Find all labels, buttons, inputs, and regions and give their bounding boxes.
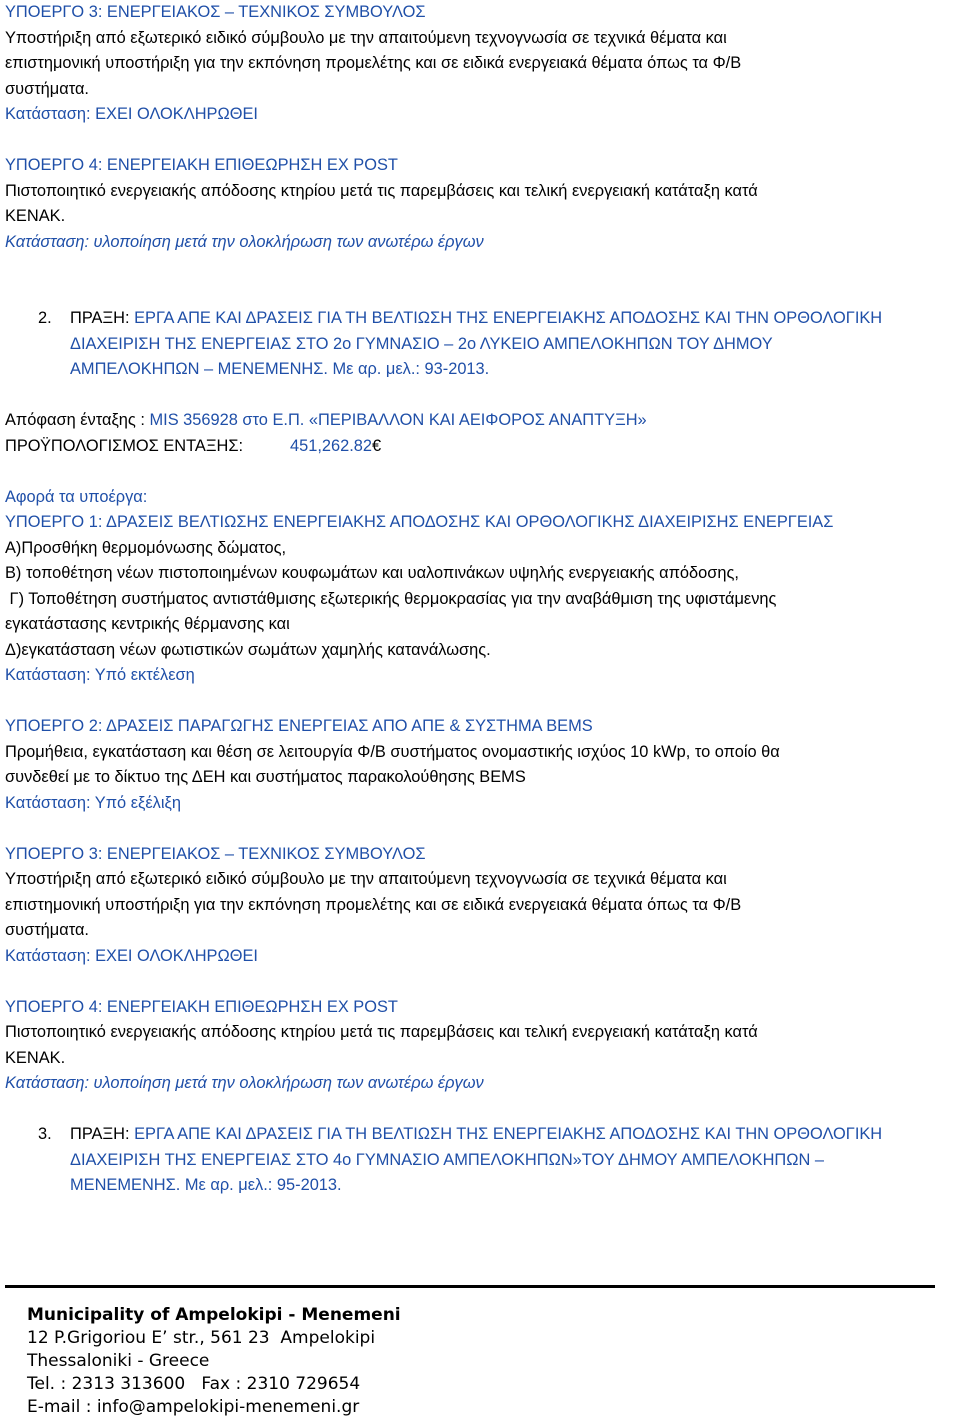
footer-city: Thessaloniki - Greece xyxy=(27,1351,210,1371)
subproject-status: Κατάσταση: ΕΧΕΙ ΟΛΟΚΛΗΡΩΘΕΙ xyxy=(5,946,258,965)
action-3-heading xyxy=(5,1122,945,1199)
subproject-block xyxy=(5,0,945,128)
action-number: 3. xyxy=(38,1125,52,1143)
action-title-line: ΔΙΑΧΕΙΡΙΣΗ ΤΗΣ ΕΝΕΡΓΕΙΑΣ ΣΤΟ 4ο ΓΥΜΝΑΣΙΟ ΑΜΠΕΛΟΚΗΠΩΝ»ΤΟΥ ΔΗΜΟΥ ΑΜΠΕΛΟΚΗΠΩΝ – xyxy=(70,1150,825,1169)
subproject-block xyxy=(5,714,945,816)
subproject-desc-line: Δ)εγκατάσταση νέων φωτιστικών σωμάτων χαμηλής κατανάλωσης. xyxy=(5,640,491,659)
subproject-block xyxy=(5,153,945,255)
currency-symbol: € xyxy=(372,436,382,455)
subproject-desc-line: συστήματα. xyxy=(5,921,89,939)
action-title-line: ΑΜΠΕΛΟΚΗΠΩΝ – ΜΕΝΕΜΕΝΗΣ. Με αρ. μελ.: 93-2013. xyxy=(70,360,490,378)
footer xyxy=(27,1304,401,1419)
subproject-title: ΥΠΟΕΡΓΟ 1: ΔΡΑΣΕΙΣ ΒΕΛΤΙΩΣΗΣ ΕΝΕΡΓΕΙΑΚΗΣ ΑΠΟΔΟΣΗΣ ΚΑΙ ΟΡΘΟΛΟΓΙΚΗΣ ΔΙΑΧΕΙΡΙΣΗΣ ΕΝΕΡΓΕΙΑΣ xyxy=(5,513,834,531)
action-2-heading xyxy=(5,306,945,383)
subproject-desc-line: συνδεθεί με το δίκτυο της ΔΕΗ και συστήματος παρακολούθησης BEMS xyxy=(5,768,526,786)
subproject-desc-line: Υποστήριξη από εξωτερικό ειδικό σύμβουλο με την απαιτούμενη τεχνογνωσία σε τεχνικά θέματα και xyxy=(5,28,727,47)
subproject-status: Κατάσταση: υλοποίηση μετά την ολοκλήρωση των ανωτέρω έργων xyxy=(5,232,484,251)
subproject-desc-line: συστήματα. xyxy=(5,79,89,98)
footer-divider xyxy=(5,1285,935,1288)
subproject-desc-line: εγκατάστασης κεντρικής θέρμανσης και xyxy=(5,615,290,633)
budget-label: ΠΡΟΫΠΟΛΟΓΙΣΜΟΣ ΕΝΤΑΞΗΣ: xyxy=(5,436,244,455)
subproject-status: Κατάσταση: Υπό εξέλιξη xyxy=(5,793,181,812)
decision-value: MIS 356928 στο Ε.Π. «ΠΕΡΙΒΑΛΛΟΝ ΚΑΙ ΑΕΙΦΟΡΟΣ ΑΝΑΠΤΥΞΗ» xyxy=(149,411,647,429)
document-body xyxy=(5,0,945,1199)
footer-email: E-mail : info@ampelokipi-menemeni.gr xyxy=(27,1397,360,1417)
action-title-line: ΔΙΑΧΕΙΡΙΣΗ ΤΗΣ ΕΝΕΡΓΕΙΑΣ ΣΤΟ 2ο ΓΥΜΝΑΣΙΟ – 2ο ΛΥΚΕΙΟ ΑΜΠΕΛΟΚΗΠΩΝ ΤΟΥ ΔΗΜΟΥ xyxy=(70,334,773,353)
footer-phones: Tel. : 2313 313600 Fax : 2310 729654 xyxy=(27,1374,361,1394)
subproject-title: ΥΠΟΕΡΓΟ 2: ΔΡΑΣΕΙΣ ΠΑΡΑΓΩΓΗΣ ΕΝΕΡΓΕΙΑΣ ΑΠΟ ΑΠΕ & ΣΥΣΤΗΜΑ BEMS xyxy=(5,717,593,735)
footer-address: 12 P.Grigoriou E’ str., 561 23 Ampelokipi xyxy=(27,1328,376,1348)
subprojects-heading: Αφορά τα υποέργα: xyxy=(5,487,148,506)
subproject-status: Κατάσταση: υλοποίηση μετά την ολοκλήρωση των ανωτέρω έργων xyxy=(5,1074,484,1092)
subproject-desc-line: ΚΕΝΑΚ. xyxy=(5,1048,66,1067)
subproject-desc-line: Προμήθεια, εγκατάσταση και θέση σε λειτουργία Φ/Β συστήματος ονομαστικής ισχύος 10 kWp, το οποίο θα xyxy=(5,742,780,761)
subproject-status: Κατάσταση: Υπό εκτέλεση xyxy=(5,666,195,684)
action-label: ΠΡΑΞΗ: xyxy=(70,1125,135,1143)
subproject-desc-line: Υποστήριξη από εξωτερικό ειδικό σύμβουλο με την απαιτούμενη τεχνογνωσία σε τεχνικά θέματα και xyxy=(5,870,727,888)
subproject-desc-line: Πιστοποιητικό ενεργειακής απόδοσης κτηρίου μετά τις παρεμβάσεις και τελική ενεργειακή κατάταξη κατά xyxy=(5,181,758,200)
budget-value: 451,262.82 xyxy=(290,436,373,455)
subproject-status: Κατάσταση: ΕΧΕΙ ΟΛΟΚΛΗΡΩΘΕΙ xyxy=(5,105,258,123)
subproject-desc-line: Β) τοποθέτηση νέων πιστοποιημένων κουφωμάτων και υαλοπινάκων υψηλής ενεργειακής απόδοσης, xyxy=(5,564,739,582)
subproject-title: ΥΠΟΕΡΓΟ 3: ΕΝΕΡΓΕΙΑΚΟΣ – ΤΕΧΝΙΚΟΣ ΣΥΜΒΟΥΛΟΣ xyxy=(5,3,426,21)
subproject-desc-line: Α)Προσθήκη θερμομόνωσης δώματος, xyxy=(5,538,287,557)
subproject-block xyxy=(5,510,945,689)
action-number: 2. xyxy=(38,309,52,327)
subproject-desc-line: Πιστοποιητικό ενεργειακής απόδοσης κτηρίου μετά τις παρεμβάσεις και τελική ενεργειακή κατάταξη κατά xyxy=(5,1023,758,1041)
subproject-title: ΥΠΟΕΡΓΟ 4: ΕΝΕΡΓΕΙΑΚΗ ΕΠΙΘΕΩΡΗΣΗ EX POST xyxy=(5,156,398,174)
subproject-desc-line: επιστημονική υποστήριξη για την εκπόνηση προμελέτης και σε ειδικά ενεργειακά θέματα όπως τα Φ/Β xyxy=(5,54,742,72)
subproject-title: ΥΠΟΕΡΓΟ 3: ΕΝΕΡΓΕΙΑΚΟΣ – ΤΕΧΝΙΚΟΣ ΣΥΜΒΟΥΛΟΣ xyxy=(5,844,426,863)
action-label: ΠΡΑΞΗ: xyxy=(70,309,135,327)
subproject-title: ΥΠΟΕΡΓΟ 4: ΕΝΕΡΓΕΙΑΚΗ ΕΠΙΘΕΩΡΗΣΗ EX POST xyxy=(5,997,398,1016)
decision-label: Απόφαση ένταξης : xyxy=(5,411,150,429)
subproject-desc-line: ΚΕΝΑΚ. xyxy=(5,207,66,225)
budget-line xyxy=(5,434,945,460)
decision-line xyxy=(5,408,945,434)
action-title-line: ΜΕΝΕΜΕΝΗΣ. Με αρ. μελ.: 95-2013. xyxy=(70,1176,342,1194)
subproject-block xyxy=(5,842,945,970)
subproject-desc-line: Γ) Τοποθέτηση συστήματος αντιστάθμισης εξωτερικής θερμοκρασίας για την αναβάθμιση της υφιστάμενης xyxy=(5,589,777,608)
action-title-line: ΕΡΓΑ ΑΠΕ ΚΑΙ ΔΡΑΣΕΙΣ ΓΙΑ ΤΗ ΒΕΛΤΙΩΣΗ ΤΗΣ ΕΝΕΡΓΕΙΑΚΗΣ ΑΠΟΔΟΣΗΣ ΚΑΙ ΤΗΝ ΟΡΘΟΛΟΓΙΚΗ xyxy=(134,309,883,327)
subproject-block xyxy=(5,995,945,1097)
footer-org: Municipality of Ampelokipi - Menemeni xyxy=(27,1305,401,1325)
action-title-line: ΕΡΓΑ ΑΠΕ ΚΑΙ ΔΡΑΣΕΙΣ ΓΙΑ ΤΗ ΒΕΛΤΙΩΣΗ ΤΗΣ ΕΝΕΡΓΕΙΑΚΗΣ ΑΠΟΔΟΣΗΣ ΚΑΙ ΤΗΝ ΟΡΘΟΛΟΓΙΚΗ xyxy=(134,1125,883,1143)
subproject-desc-line: επιστημονική υποστήριξη για την εκπόνηση προμελέτης και σε ειδικά ενεργειακά θέματα όπως τα Φ/Β xyxy=(5,895,742,914)
